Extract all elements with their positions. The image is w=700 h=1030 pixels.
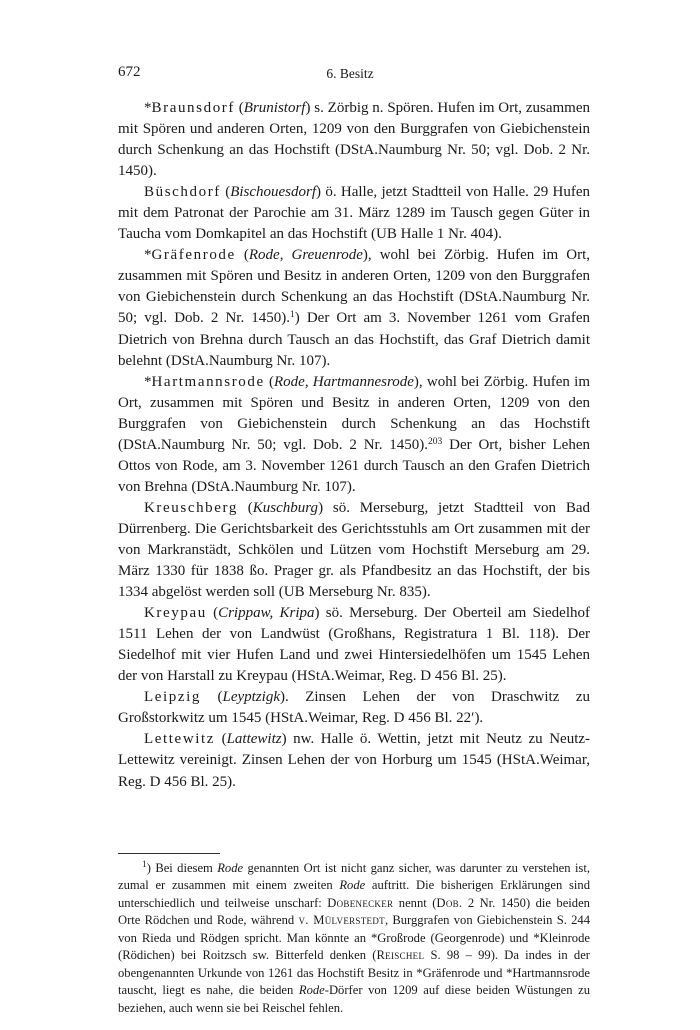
footnote-author: Reischel [376, 948, 425, 963]
entry-text: ), wohl bei Zörbig. Hufen im Ort, zusammen mit Spören und Besitz in anderen Orten, 1209 von den Burggrafen von Giebichenstein durch Schenkung an das Hochstift (DStA.Naumburg Nr. 50; vgl. Dob. 2 Nr. 1450). [118, 247, 591, 327]
footnote-italic: Rode [339, 878, 366, 893]
main-text [118, 98, 590, 793]
entry-lettewitz: Lettewitz (Lattewitz) nw. Halle ö. Wettin, jetzt mit Neutz zu Neutz-Lettewitz vereinigt. Zinsen Lehen der von Horburg um 1545 (HStA.Weimar, Reg. D 456 Bl. 25). [118, 731, 591, 790]
footnote-author: v. Mülverstedt [298, 913, 385, 928]
entry-text: ö. Halle, jetzt Stadtteil von Halle. 29 Hufen mit dem Patronat der Parochie am 31. März 1289 im Tausch gegen Güter in Taucha vom Domkapitel an das Hochstift (UB Halle 1 Nr. 404). [118, 184, 591, 243]
footnote-text: S. 98 – 99). Da indes in der obengenannten Urkunde von 1261 das Hochstift Besitz in *Gräfenrode und *Hartmannsrode tauscht, liegt es nahe, die beiden [118, 948, 591, 998]
place-variants: Bischouesdorf [230, 184, 317, 201]
footnote-italic: Rode [298, 983, 325, 998]
entry-leipzig: Leipzig (Leyptzigk). Zinsen Lehen der von Draschwitz zu Großstorkwitz um 1545 (HStA.Weimar, Reg. D 456 Bl. 22′). [118, 689, 590, 727]
footnote-text: auftritt. Die bisherigen Erklärungen sind unterschiedlich und teilweise unscharf: [118, 878, 591, 910]
footnote-number: 1 [142, 860, 147, 870]
place-name: Gräfenrode [151, 247, 236, 264]
place-variants: Rode, Hartmannesrode [274, 373, 414, 390]
place-name: Braunsdorf [151, 100, 235, 116]
place-name: Büschdorf [144, 184, 221, 201]
place-name: Lettewitz [144, 731, 216, 748]
footnote-reference[interactable]: 1 [290, 310, 295, 321]
entry-text: sö. Merseburg. Der Oberteil am Siedelhof 1511 Lehen der von Landwüst (Großhans, Registratura 1 Bl. 118). Der Siedelhof mit vier Hufen Land und zwei Hintersiedelhöfen um 1545 Lehen der von Harstall zu Kreypau (HStA.Weimar, Reg. D 456 Bl. 25). [118, 605, 590, 685]
place-name: Kreypau [144, 605, 207, 622]
entry-kreuschberg: Kreuschberg (Kuschburg) sö. Merseburg, jetzt Stadtteil von Bad Dürrenberg. Die Gerichtsbarkeit des Gerichtsstuhls am Ort zusammen mit der von Markranstädt, Schkölen und Lützen vom Hochstift Merseburg am 29. März 1330 für 1838 ßo. Prager gr. als Pfandbesitz an das Hochstift, der bis 1334 abgelöst werden soll (UB Merseburg Nr. 835). [118, 499, 590, 601]
footnote-italic: Rode [217, 861, 244, 875]
entry-hartmannsrode: *Hartmannsrode (Rode, Hartmannesrode), wohl bei Zörbig. Hufen im Ort, zusammen mit Spören und Besitz in anderen Orten, 1209 von den Burggrafen von Giebichenstein durch Schenkung an das Hochstift (DStA.Naumburg Nr. 50; vgl. Dob. 2 Nr. 1450).$^{203}$ Der Ort, bisher Lehen Ottos von Rode, am 3. November 1261 durch Tausch an den Grafen Dietrich von Brehna (DStA.Naumburg Nr. 107). [118, 373, 590, 495]
footnote [118, 860, 590, 1017]
footnote-divider [118, 853, 220, 854]
entry-kreypau: Kreypau (Crippaw, Kripa) sö. Merseburg. Der Oberteil am Siedelhof 1511 Lehen der von Landwüst (Großhans, Registratura 1 Bl. 118). Der Siedelhof mit vier Hufen Land und zwei Hintersiedelhöfen um 1545 Lehen der von Harstall zu Kreypau (HStA.Weimar, Reg. D 456 Bl. 25). [118, 605, 590, 685]
footnote-author: Dobenecker [327, 895, 394, 910]
place-variants: Rode, Greuenrode [248, 247, 363, 264]
entry-text-continued: ) Der Ort am 3. November 1261 vom Grafen Dietrich von Brehna durch Tausch an das Hochstift, das Graf Dietrich damit belehnt (DStA.Naumburg Nr. 107). [118, 310, 590, 369]
place-variants: Kuschburg [252, 499, 319, 516]
entry-braunsdorf: *Braunsdorf (Brunistorf) s. Zörbig n. Spören. Hufen im Ort, zusammen mit Spören und anderen Orten, 1209 von den Burggrafen von Giebichenstein durch Schenkung an das Hochstift (DStA.Naumburg Nr. 50; vgl. Dob. 2 Nr. 1450). [118, 100, 590, 180]
entry-marker: * [144, 100, 152, 116]
entry-graefenrode: *Gräfenrode (Rode, Greuenrode), wohl bei Zörbig. Hufen im Ort, zusammen mit Spören und Besitz in anderen Orten, 1209 von den Burggrafen von Giebichenstein durch Schenkung an das Hochstift (DStA.Naumburg Nr. 50; vgl. Dob. 2 Nr. 1450).$^1$) Der Ort am 3. November 1261 vom Grafen Dietrich von Brehna durch Tausch an das Hochstift, das Graf Dietrich damit belehnt (DStA.Naumburg Nr. 107). [118, 247, 591, 369]
footnote-text: 2 Nr. 1450) die beiden Orte Rödchen und Rode, während [118, 895, 590, 928]
place-variants: Brunistorf [243, 100, 306, 116]
page-header [0, 64, 700, 84]
place-variants: Crippaw, Kripa [218, 605, 315, 622]
endnote-reference[interactable]: 203 [428, 436, 443, 447]
footnote-1: $^1$) Bei diesem Rode genannten Ort ist nicht ganz sicher, was darunter zu verstehen ist, zumal er zusammen mit einem zweiten Rode auftritt. Die bisherigen Erklärungen sind unterschiedlich und teilweise unscharf: Dobenecker nennt (Dob. 2 Nr. 1450) die beiden Orte Rödchen und Rode, während v. Mülverstedt, Burggrafen von Giebichenstein S. 244 von Rieda und Rödgen spricht. Man könnte an *Großrode (Georgenrode) und *Kleinrode (Rödichen) bei Roitzsch sw. Bitterfeld denken (Reischel S. 98 – 99). Da indes in der obengenannten Urkunde von 1261 das Hochstift Besitz in *Gräfenrode und *Hartmannsrode tauscht, liegt es nahe, die beiden Rode-Dörfer von 1209 auf diese beiden Wüstungen zu beziehen, auch wenn sie bei Reischel fehlen. [118, 860, 591, 1015]
entry-text: . Zinsen Lehen der von Draschwitz zu Großstorkwitz um 1545 (HStA.Weimar, Reg. D 456 Bl. 22′). [118, 689, 590, 727]
entry-text: s. Zörbig n. Spören. Hufen im Ort, zusammen mit Spören und anderen Orten, 1209 von den Burggrafen von Giebichenstein durch Schenkung an das Hochstift (DStA.Naumburg Nr. 50; vgl. Dob. 2 Nr. 1450). [118, 100, 590, 180]
place-name: Hartmannsrode [151, 373, 265, 390]
entry-marker: * [144, 247, 152, 264]
entry-text-continued: Der Ort, bisher Lehen Ottos von Rode, am 3. November 1261 durch Tausch an den Grafen Dietrich von Brehna (DStA.Naumburg Nr. 107). [118, 436, 590, 495]
place-variants: Leyptzigk [222, 689, 280, 706]
footnote-text: Bei diesem [150, 861, 218, 875]
entry-bueschdorf: Büschdorf (Bischouesdorf) ö. Halle, jetzt Stadtteil von Halle. 29 Hufen mit dem Patronat der Parochie am 31. März 1289 im Tausch gegen Güter in Taucha vom Domkapitel an das Hochstift (UB Halle 1 Nr. 404). [118, 184, 591, 243]
place-name: Kreuschberg [144, 499, 238, 516]
entry-marker: * [144, 373, 152, 390]
footnote-text: nennt ( [393, 895, 437, 910]
footnote-text: genannten Ort ist nicht ganz sicher, was darunter zu verstehen ist, zumal er zusammen mit einem zweiten [118, 861, 590, 893]
place-name: Leipzig [144, 689, 202, 706]
running-head: 6. Besitz [326, 66, 374, 81]
footnote-text: , Burggrafen von Giebichenstein S. 244 von Rieda und Rödgen spricht. Man könnte an *Großrode (Georgenrode) und *Kleinrode (Rödichen) bei Roitzsch sw. Bitterfeld denken ( [118, 913, 590, 963]
entry-text: nw. Halle ö. Wettin, jetzt mit Neutz zu Neutz-Lettewitz vereinigt. Zinsen Lehen der von Horburg um 1545 (HStA.Weimar, Reg. D 456 Bl. 25). [118, 731, 591, 790]
place-variants: Lattewitz [226, 731, 282, 748]
entry-text: sö. Merseburg, jetzt Stadtteil von Bad Dürrenberg. Die Gerichtsbarkeit des Gerichtsstuhls am Ort zusammen mit der von Markranstädt, Schkölen und Lützen vom Hochstift Merseburg am 29. März 1330 für 1838 ßo. Prager gr. als Pfandbesitz an das Hochstift, der bis 1334 abgelöst werden soll (UB Merseburg Nr. 835). [118, 499, 590, 601]
footnote-abbrev: Dob. [436, 895, 463, 910]
footnote-text: -Dörfer von 1209 auf diese beiden Wüstungen zu beziehen, auch wenn sie bei Reischel fehlen. [118, 983, 590, 1015]
entry-text: ), wohl bei Zörbig. Hufen im Ort, zusammen mit Spören und Besitz in anderen Orten, 1209 von den Burggrafen von Giebichenstein durch Schenkung an das Hochstift (DStA.Naumburg Nr. 50; vgl. Dob. 2 Nr. 1450). [118, 373, 590, 453]
page-number: 672 [118, 64, 141, 80]
